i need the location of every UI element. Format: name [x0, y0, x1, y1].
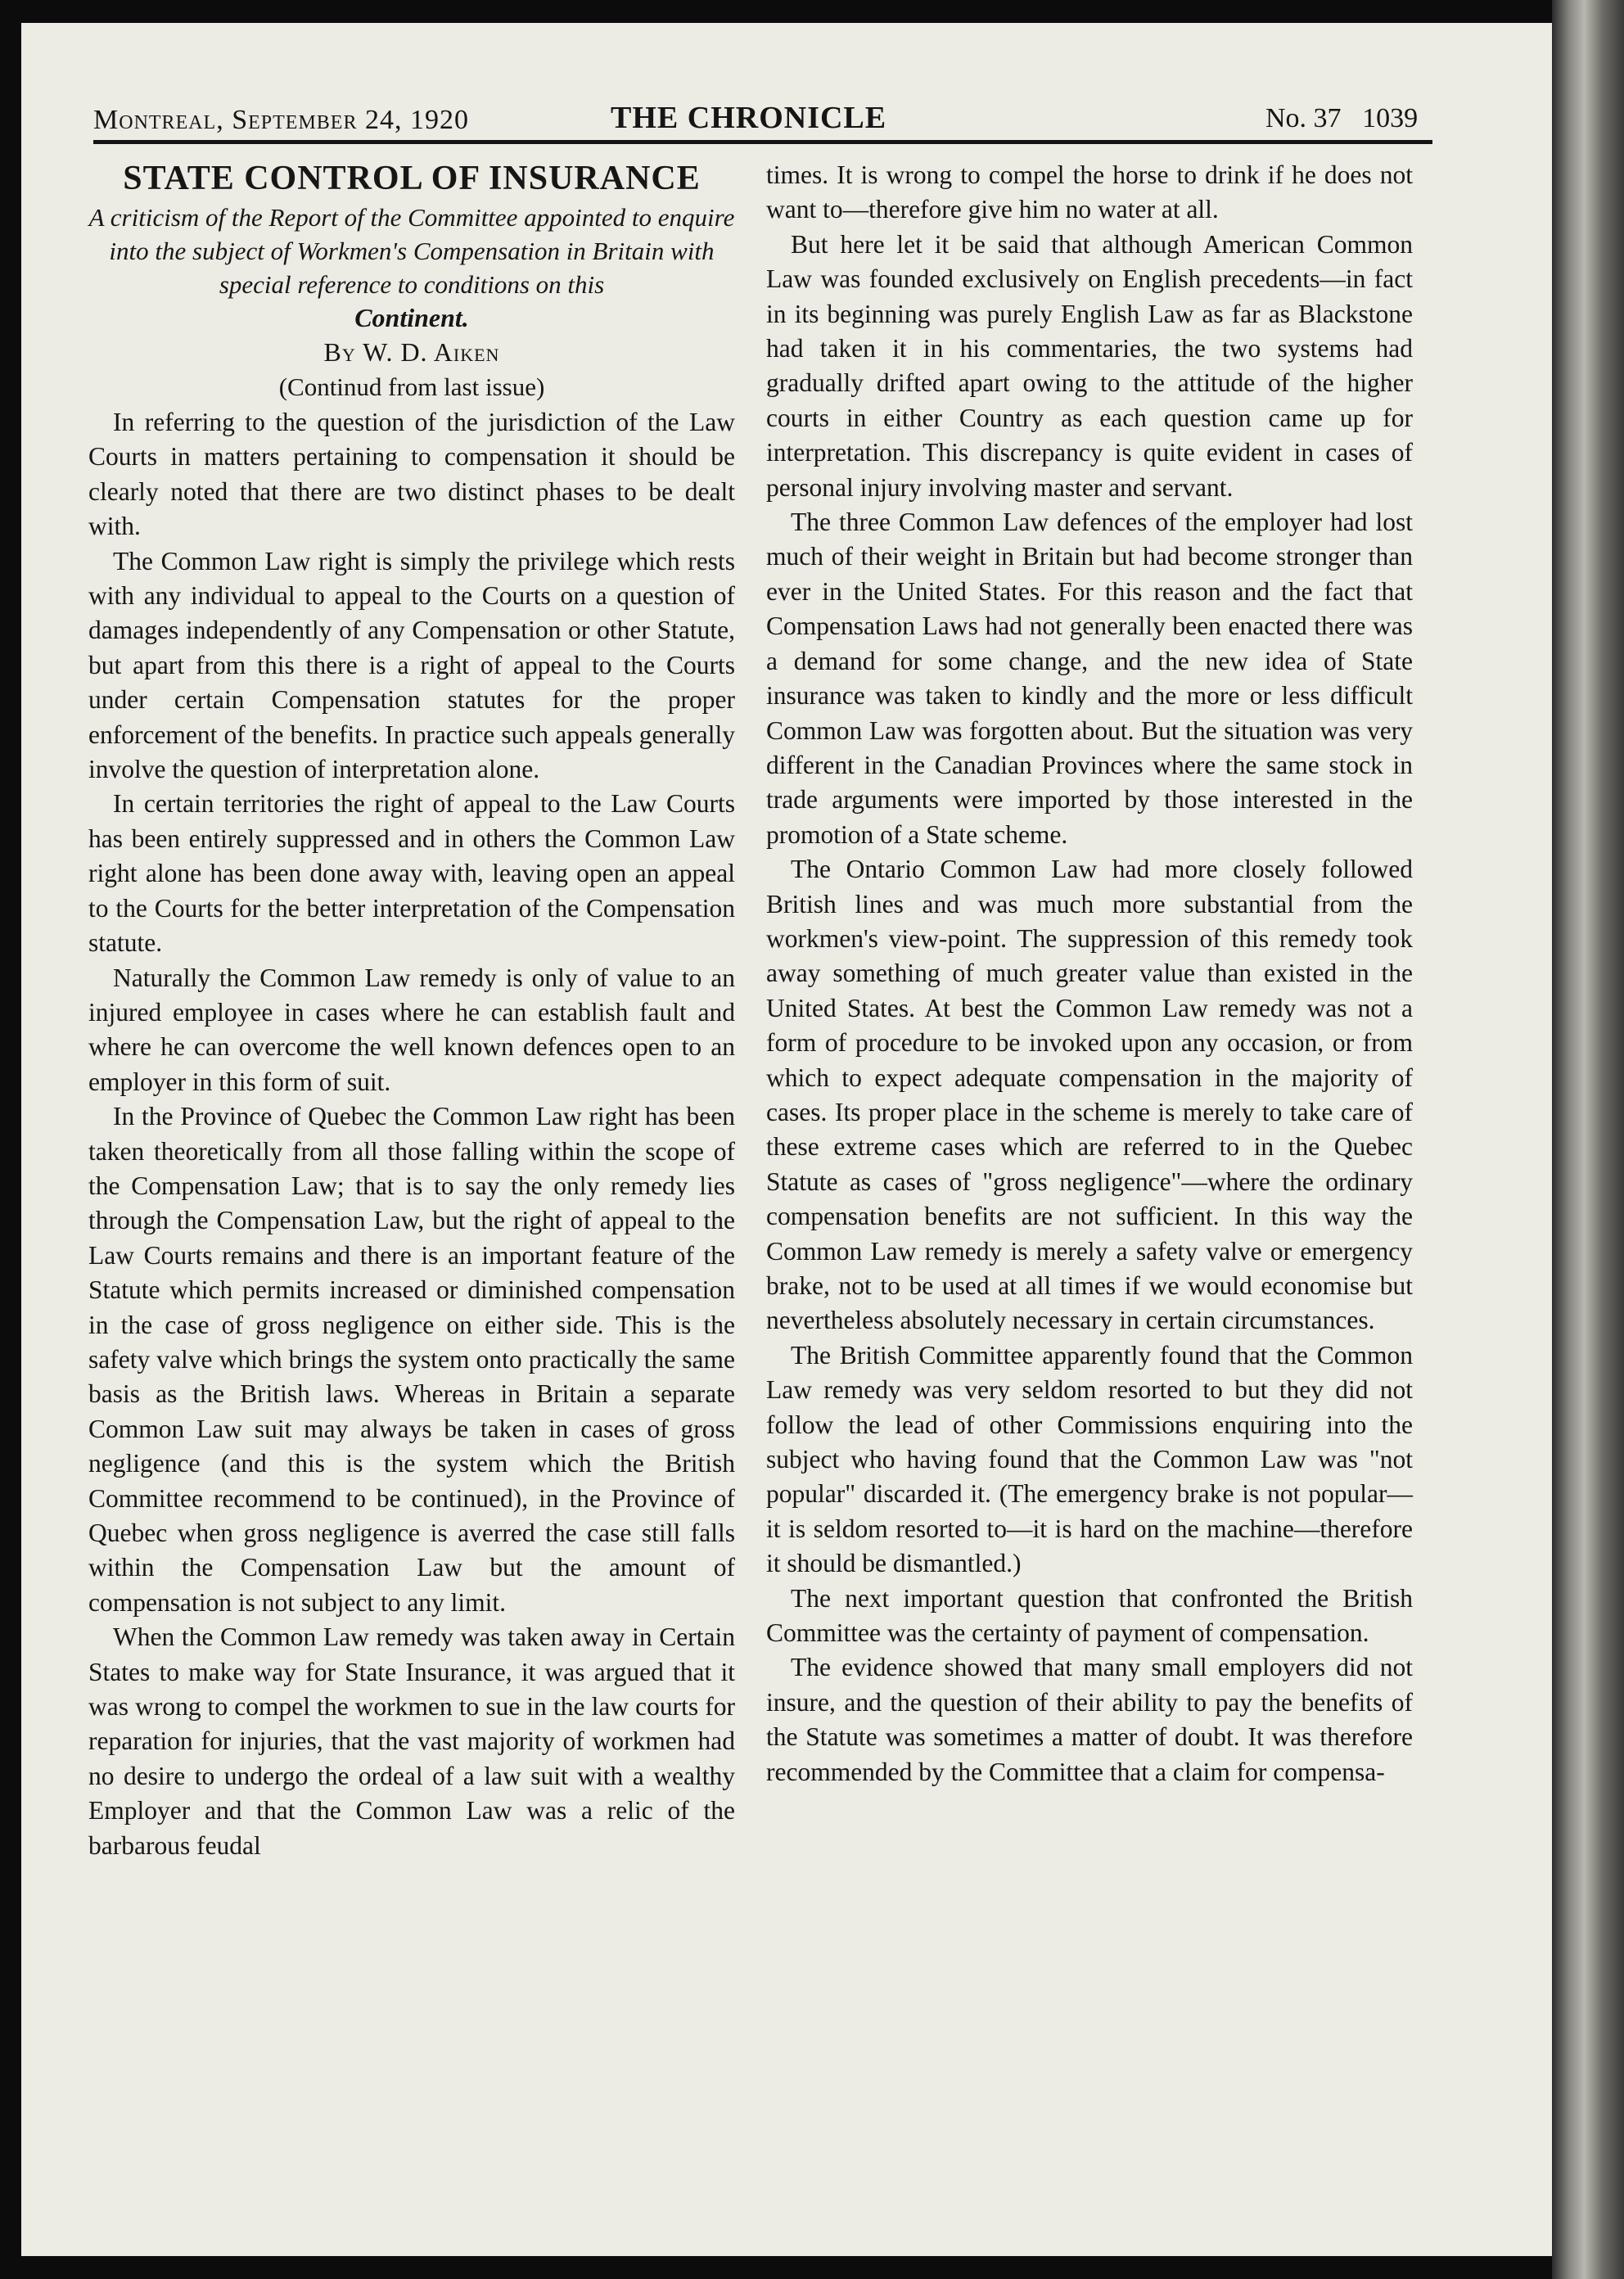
article-subtitle-end: Continent.	[354, 303, 469, 332]
paragraph: The British Committee apparently found that the Common Law remedy was very seldom resorted to but they did not follow the lead of other Commissions enquiring into the subject who having found that the Common Law was "not popular" discarded it. (The emergency brake is not popular—it is seldom resorted to—it is hard on the machine—therefore it should be dismantled.)	[766, 1340, 1413, 1578]
paragraph: The Ontario Common Law had more closely followed British lines and was much more substantial from the workmen's view-point. The suppression of this remedy took away something of much greater value than existed in the United States. At best the Common Law remedy was not a form of procedure to be invoked upon any occasion, or from which to expect adequate compensation in the majority of cases. Its proper place in the scheme is merely to take care of these extreme cases which are referred to in the Quebec Statute as cases of "gross negligence"—where the ordinary compensation benefits are not sufficient. In this way the Common Law remedy is merely a safety valve or emergency brake, not to be used at all times if we would economise but nevertheless absolutely necessary in certain circumstances.	[766, 855, 1413, 1335]
page-number: 1039	[1362, 103, 1419, 133]
newspaper-page	[21, 23, 1552, 2256]
right-column	[766, 158, 1413, 1789]
paragraph: But here let it be said that although American Common Law was founded exclusively on English precedents—in fact in its beginning was purely English Law as far as Blackstone had taken it in his commentaries, the two systems had gradually drifted apart owing to the attitude of the higher courts in either Country as each question came up for interpretation. This discrepancy is quite evident in cases of personal injury involving master and servant.	[766, 229, 1413, 502]
paragraph: The three Common Law defences of the employer had lost much of their weight in Britain but had become stronger than ever in the United States. For this reason and the fact that Compensation Laws had not generally been enacted there was a demand for some change, and the new idea of State insurance was taken to kindly and the more or less difficult Common Law was forgotten about. But the situation was very different in the Canadian Provinces where the same stock in trade arguments were imported by those interested in the promotion of a State scheme.	[766, 508, 1413, 849]
page-header	[70, 82, 1421, 135]
dateline: Montreal, September 24, 1920	[93, 105, 469, 135]
article-byline: By W. D. Aiken	[323, 337, 500, 367]
issue-page-number	[1265, 103, 1418, 134]
paragraph: In referring to the question of the jurisdiction of the Law Courts in matters pertaining to compensation it should be clearly noted that there are two distinct phases to be dealt with.	[88, 408, 735, 541]
paragraph: The Common Law right is simply the privilege which rests with any individual to appeal to the Courts on a question of damages independently of any Compensation or other Statute, but apart from this there is a right of appeal to the Courts under certain Compensation statutes for the proper enforcement of the benefits. In practice such appeals generally involve the question of interpretation alone.	[88, 546, 735, 784]
continued-note: (Continud from last issue)	[278, 372, 545, 401]
paragraph: Naturally the Common Law remedy is only of value to an injured employee in cases where he can establish fault and where he can overcome the well known defences open to an employer in this form of suit.	[88, 963, 735, 1096]
paragraph: The next important question that confronted the British Committee was the certainty of payment of compensation.	[766, 1583, 1413, 1648]
paragraph: In the Province of Quebec the Common Law right has been taken theoretically from all those falling within the scope of the Compensation Law; that is to say the only remedy lies through the Compensation Law, but the right of appeal to the Law Courts remains and there is an important feature of the Statute which permits increased or diminished compensation in the case of gross negligence on either side. This is the safety valve which brings the system onto practically the same basis as the British laws. Whereas in Britain a separate Common Law suit may always be taken in cases of gross negligence (and this is the system which the British Committee recommend to be continued), in the Province of Quebec when gross negligence is averred the case still falls within the Compensation Law but the amount of compensation is not subject to any limit.	[88, 1102, 735, 1617]
paragraph: The evidence showed that many small employers did not insure, and the question of their ability to pay the benefits of the Statute was sometimes a matter of doubt. It was therefore recommended by the Committee that a claim for compensa-	[766, 1653, 1413, 1786]
book-binding-edge	[1552, 0, 1624, 2279]
header-rule	[93, 140, 1432, 144]
paragraph: When the Common Law remedy was taken away in Certain States to make way for State Insurance, it was argued that it was wrong to compel the workmen to sue in the law courts for reparation for injuries, that the vast majority of workmen had no desire to undergo the ordeal of a law suit with a wealthy Employer and that the Common Law was a relic of the barbarous feudal	[88, 1622, 735, 1860]
paragraph: times. It is wrong to compel the horse to drink if he does not want to—therefore give him no water at all.	[766, 160, 1413, 224]
paragraph: In certain territories the right of appeal to the Law Courts has been entirely suppressed and in others the Common Law right alone has been done away with, leaving open an appeal to the Courts for the better interpretation of the Compensation statute.	[88, 789, 735, 958]
article-subtitle: A criticism of the Report of the Committee appointed to enquire into the subject of Workmen's Compensation in Britain with special reference to conditions on this	[88, 203, 735, 299]
journal-title: THE CHRONICLE	[611, 101, 887, 135]
issue-number: No. 37	[1265, 103, 1342, 133]
left-column	[88, 158, 735, 1863]
article-title: STATE CONTROL OF INSURANCE	[123, 160, 701, 197]
